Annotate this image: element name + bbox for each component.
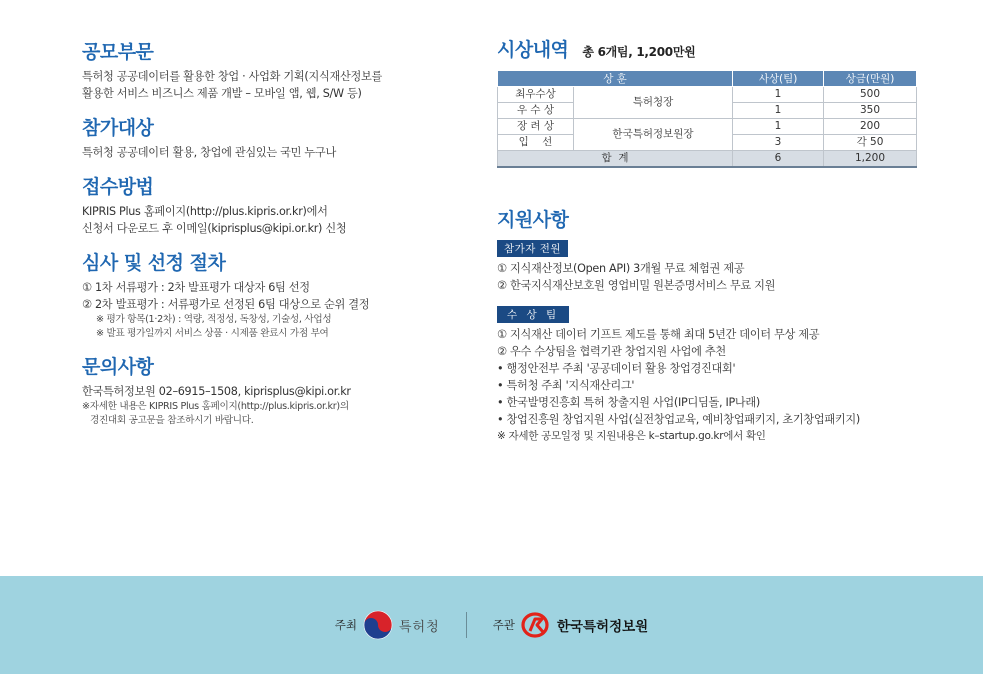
award-name-cell: 장 려 상 [498, 119, 574, 135]
inquiry-note: 경진대회 공고문을 참조하시기 바랍니다. [90, 415, 254, 426]
contest-area-title: 공모부문 [82, 41, 154, 63]
award-prize-cell: 500 [824, 87, 917, 103]
eligibility-section [82, 116, 482, 161]
eligibility-title: 참가대상 [82, 117, 154, 139]
total-label-cell: 합 계 [498, 151, 733, 168]
application-section [82, 175, 482, 237]
support-line: ② 한국지식재산보호원 영업비밀 원본증명서비스 무료 지원 [497, 279, 776, 292]
inquiry-section [82, 355, 482, 428]
application-title: 접수방법 [82, 176, 154, 198]
contest-area-line: 활용한 서비스 비즈니스 제품 개발 – 모바일 앱, 웹, S/W 등) [82, 87, 362, 100]
table-total-row [498, 151, 917, 168]
bottom-strip [0, 674, 983, 692]
award-group-cell: 특허청장 [574, 87, 733, 119]
award-teams-cell: 1 [733, 119, 824, 135]
review-line: ② 2차 발표평가 : 서류평가로 선정된 6팀 대상으로 순위 결정 [82, 298, 370, 311]
support-line: ① 지식재산 데이터 기프트 제도를 통해 최대 5년간 데이터 무상 제공 [497, 328, 820, 341]
header-teams: 사상(팀) [733, 71, 824, 87]
kipi-logo-icon [521, 612, 551, 638]
review-note: ※ 평가 항목(1·2차) : 역량, 적정성, 독창성, 기술성, 사업성 [96, 314, 332, 325]
application-line: KIPRIS Plus 홈페이지(http://plus.kipris.or.kr)에서 [82, 205, 328, 218]
award-teams-cell: 1 [733, 87, 824, 103]
review-section [82, 251, 482, 341]
host-org: 특허청 [399, 619, 440, 635]
awards-header [497, 38, 917, 62]
left-column [82, 40, 482, 442]
organizer-org: 한국특허정보원 [556, 619, 649, 635]
award-name-cell: 우 수 상 [498, 103, 574, 119]
award-prize-cell: 350 [824, 103, 917, 119]
footer-band [0, 576, 983, 674]
support-line: • 한국발명진흥회 특허 창출지원 사업(IP디딤돌, IP나래) [497, 396, 761, 409]
award-group-cell: 한국특허정보원장 [574, 119, 733, 151]
awards-title: 시상내역 [497, 39, 569, 61]
awards-table [497, 70, 917, 168]
award-name-cell: 최우수상 [498, 87, 574, 103]
review-note: ※ 발표 평가일까지 서비스 상품 · 시제품 완료시 가점 부여 [96, 328, 329, 339]
support-title: 지원사항 [497, 209, 569, 231]
footer-divider [466, 612, 467, 638]
support-line: • 특허청 주최 '지식재산리그' [497, 379, 635, 392]
organizer-group [493, 612, 649, 638]
award-teams-cell: 1 [733, 103, 824, 119]
support-line: ① 지식재산정보(Open API) 3개월 무료 체험권 제공 [497, 262, 745, 275]
support-line: • 창업진흥원 창업지원 사업(실전창업교육, 예비창업패키지, 초기창업패키지) [497, 413, 860, 426]
award-prize-cell: 각 50 [824, 135, 917, 151]
support-line: • 행정안전부 주최 '공공데이터 활용 창업경진대회' [497, 362, 736, 375]
award-prize-cell: 200 [824, 119, 917, 135]
awards-table-header-row [498, 71, 917, 87]
table-row [498, 87, 917, 103]
total-teams-cell: 6 [733, 151, 824, 168]
participants-badge: 참가자 전원 [497, 240, 568, 257]
contest-area-section [82, 40, 482, 102]
eligibility-line: 특허청 공공데이터 활용, 창업에 관심있는 국민 누구나 [82, 146, 336, 159]
award-teams-cell: 3 [733, 135, 824, 151]
review-line: ① 1차 서류평가 : 2차 발표평가 대상자 6팀 선정 [82, 281, 310, 294]
header-award-name: 상 훈 [498, 71, 733, 87]
table-row [498, 119, 917, 135]
header-prize: 상금(만원) [824, 71, 917, 87]
award-name-cell: 입 선 [498, 135, 574, 151]
application-line: 신청서 다운로드 후 이메일(kiprisplus@kipi.or.kr) 신청 [82, 222, 347, 235]
inquiry-title: 문의사항 [82, 356, 154, 378]
awards-summary: 총 6개팀, 1,200만원 [582, 45, 696, 59]
organizer-label: 주관 [492, 618, 515, 632]
right-column [497, 38, 917, 445]
total-prize-cell: 1,200 [824, 151, 917, 168]
support-section [497, 208, 917, 445]
host-label: 주최 [334, 618, 357, 632]
support-line: ※ 자세한 공모일정 및 지원내용은 k–startup.go.kr에서 확인 [497, 430, 766, 442]
kipo-logo-icon [363, 610, 393, 640]
contest-area-line: 특허청 공공데이터를 활용한 창업 · 사업화 기획(지식재산정보를 [82, 70, 383, 83]
support-line: ② 우수 수상팀을 협력기관 창업지원 사업에 추천 [497, 345, 726, 358]
review-title: 심사 및 선정 절차 [82, 252, 226, 274]
inquiry-note: ※자세한 내용은 KIPRIS Plus 홈페이지(http://plus.kipris.or.kr)의 [82, 401, 349, 412]
winners-badge: 수 상 팀 [497, 306, 569, 323]
host-group [335, 610, 440, 640]
inquiry-line: 한국특허정보원 02–6915–1508, kiprisplus@kipi.or.kr [82, 385, 351, 398]
